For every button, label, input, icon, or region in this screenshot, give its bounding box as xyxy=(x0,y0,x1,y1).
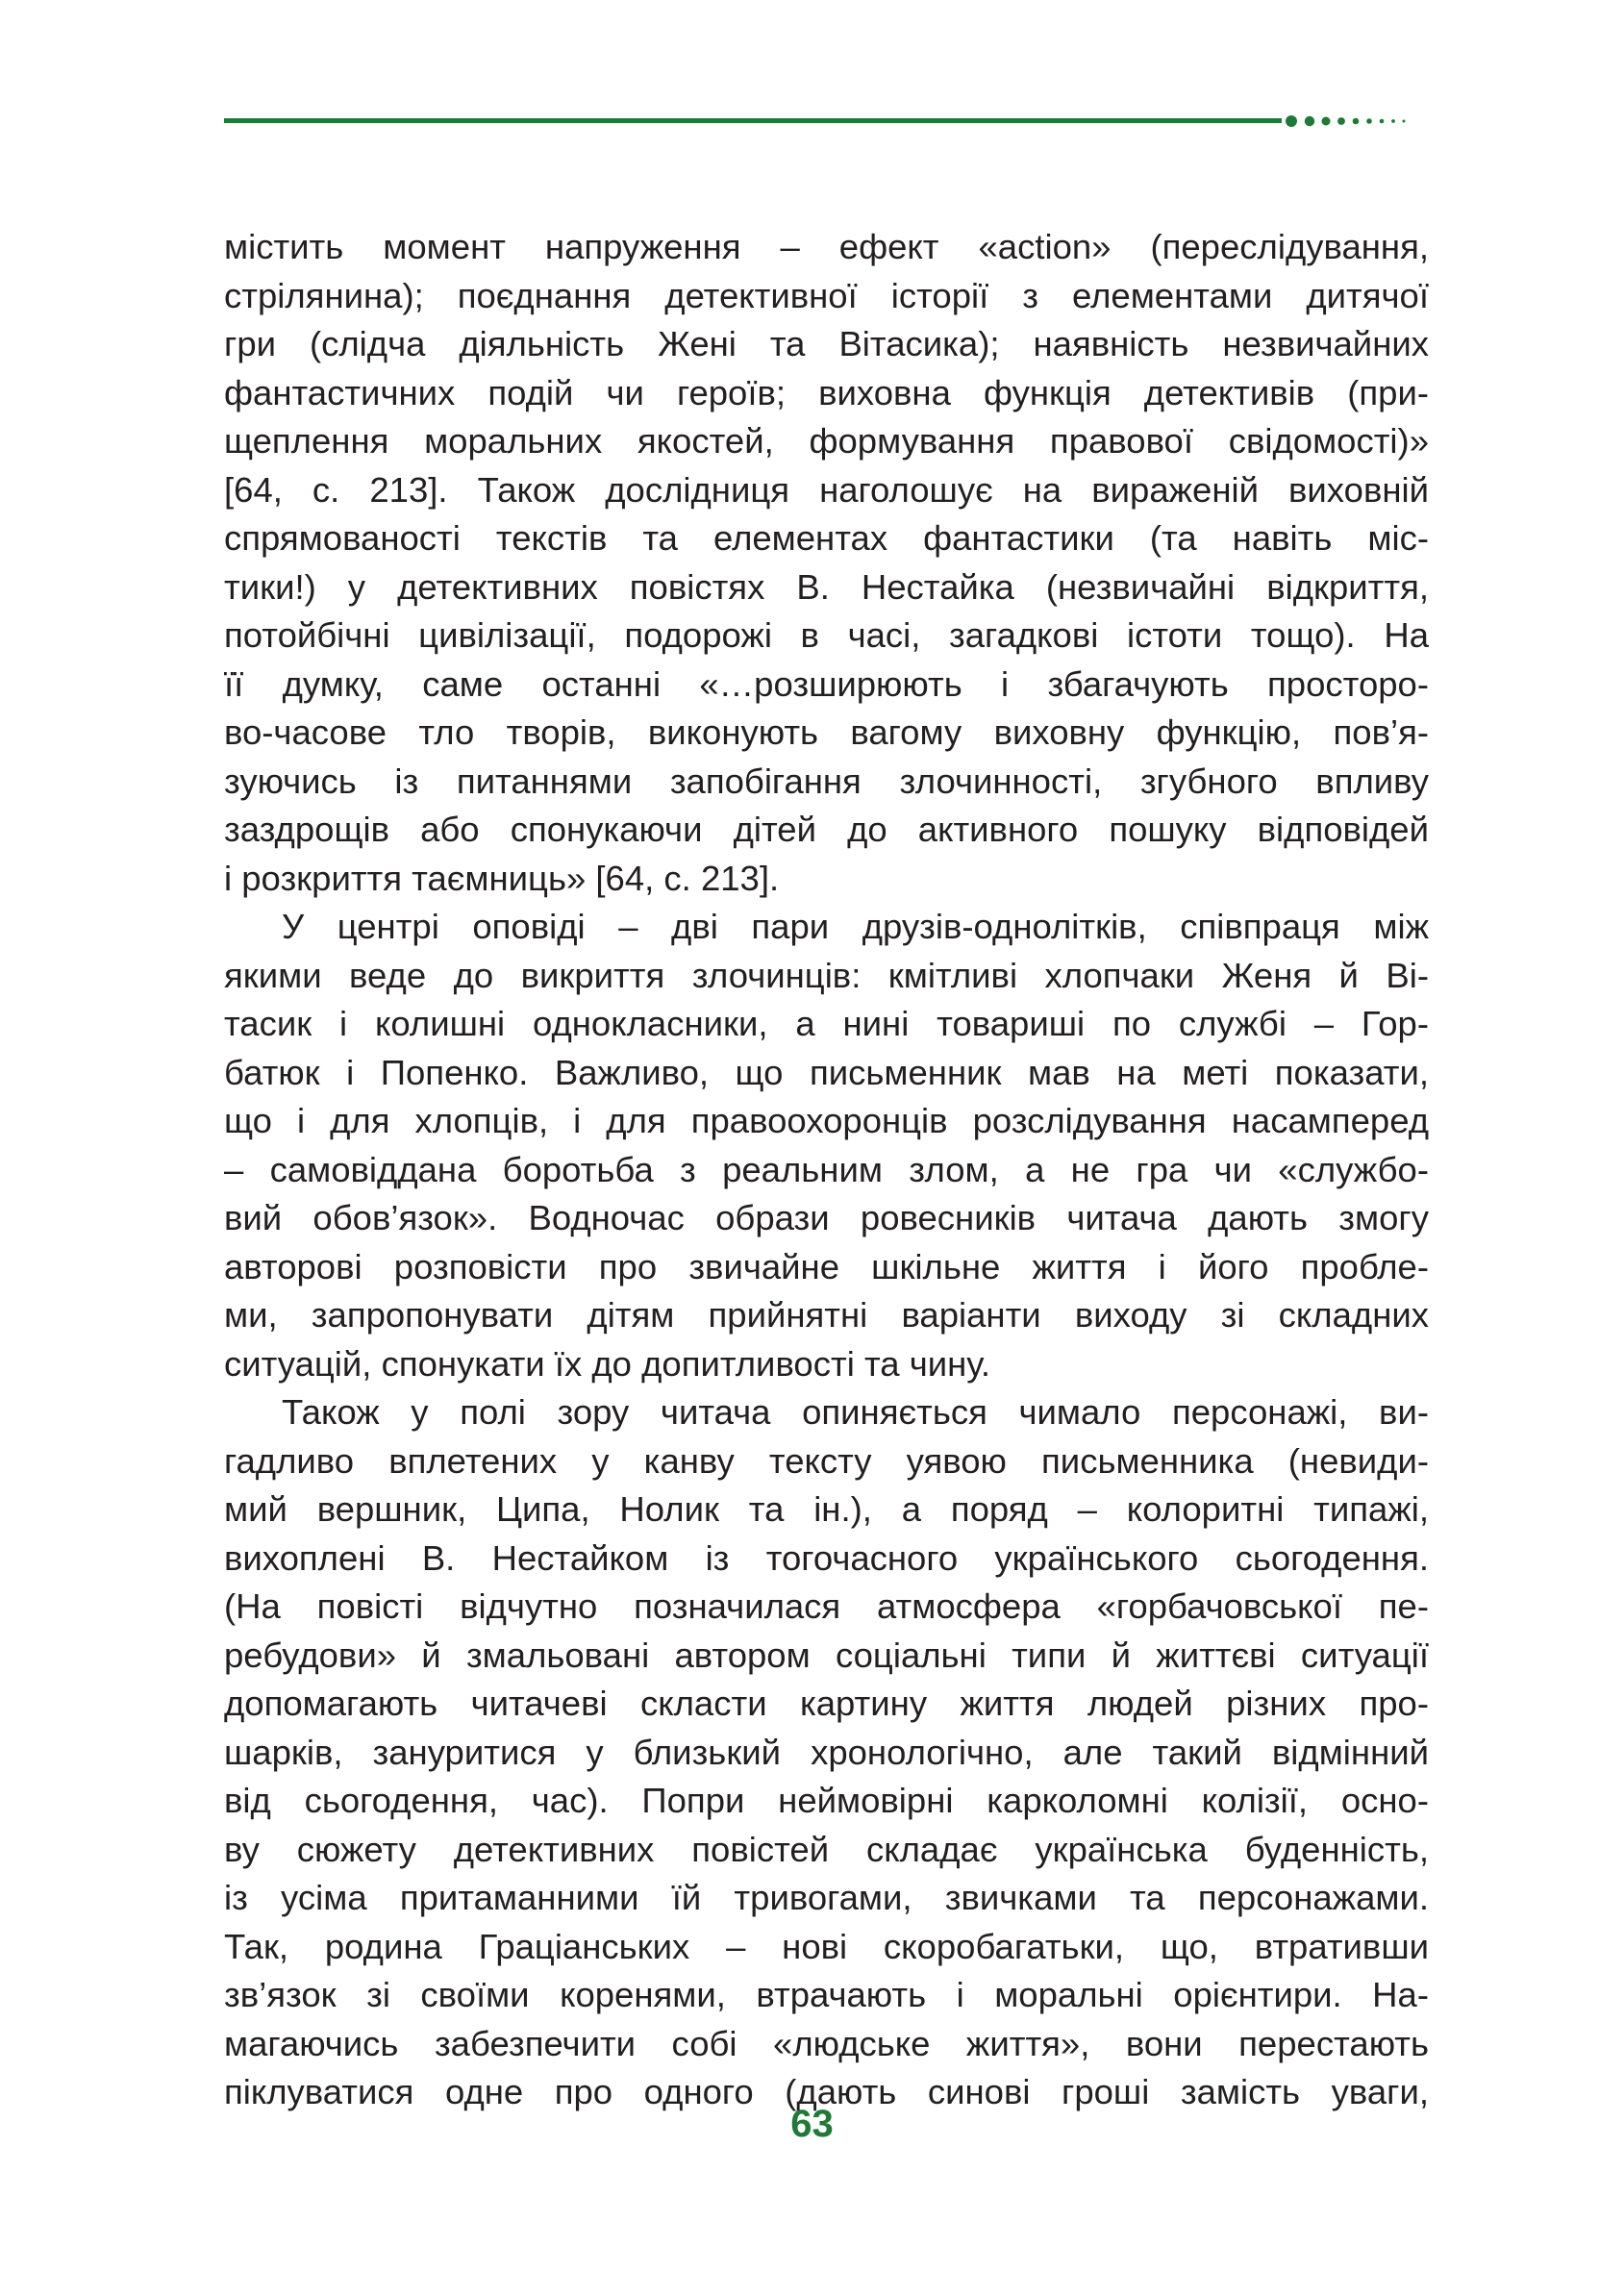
text-line: гадливо вплетених у канву тексту уявою письменника (невиди- xyxy=(224,1440,1429,1481)
text-line: мий вершник, Ципа, Нолик та ін.), а поряд – колоритні типажі, xyxy=(224,1489,1429,1529)
text-line: від сьогодення, час). Попри неймовірні карколомні колізії, осно- xyxy=(224,1781,1429,1820)
text-line: ву сюжету детективних повістей складає українська буденність, xyxy=(224,1829,1429,1869)
text-line: вихоплені В. Нестайком із тогочасного українського сьогодення. xyxy=(224,1537,1429,1578)
text-line: Так, родина Граціанських – нові скоробагатьки, що, втративши xyxy=(224,1926,1429,1966)
body-text xyxy=(224,223,1429,2117)
text-line: ми, запропонувати дітям прийнятні варіанти виходу зі складних xyxy=(224,1295,1429,1335)
text-line: зв’язок зі своїми коренями, втрачають і моральні орієнтири. На- xyxy=(224,1975,1429,2014)
text-line: і розкриття таємниць» [64, с. 213]. xyxy=(224,858,780,898)
text-line: зуючись із питаннями запобігання злочинності, згубного впливу xyxy=(224,761,1429,801)
paragraph-2 xyxy=(224,903,1429,1388)
text-line: якими веде до викриття злочинців: кмітливі хлопчаки Женя й Ві- xyxy=(224,955,1429,995)
text-line: авторові розповісти про звичайне шкільне життя і його пробле- xyxy=(224,1246,1429,1286)
text-line: ребудови» й змальовані автором соціальні типи й життєві ситуації xyxy=(224,1635,1429,1675)
header-dots-ornament xyxy=(1285,114,1429,128)
text-line: У центрі оповіді – дві пари друзів-однолітків, співпраця між xyxy=(282,907,1429,946)
text-line: [64, с. 213]. Також дослідниця наголошує на вираженій виховній xyxy=(224,469,1429,510)
text-line: спрямованості текстів та елементах фантастики (та навіть міс- xyxy=(224,518,1429,558)
text-line: її думку, саме останні «…розширюють і збагачують просторо- xyxy=(224,663,1429,704)
text-line: що і для хлопців, і для правоохоронців розслідування насамперед xyxy=(224,1101,1429,1140)
text-line: із усіма притаманними їй тривогами, звичками та персонажами. xyxy=(224,1878,1429,1917)
text-line: допомагають читачеві скласти картину життя людей різних про- xyxy=(224,1684,1429,1723)
text-line: батюк і Попенко. Важливо, що письменник мав на меті показати, xyxy=(224,1052,1429,1092)
paragraph-3 xyxy=(224,1388,1429,2117)
text-line: Також у полі зору читача опиняється чимало персонажі, ви- xyxy=(282,1392,1429,1432)
text-line: во-часове тло творів, виконують вагому виховну функцію, пов’я- xyxy=(224,712,1429,752)
text-line: (На повісті відчутно позначилася атмосфера «горбачовської пе- xyxy=(224,1586,1429,1626)
text-line: фантастичних подій чи героїв; виховна функція детективів (при- xyxy=(224,372,1429,412)
text-line: тасик і колишні однокласники, а нині товариші по службі – Гор- xyxy=(224,1004,1429,1043)
header-rule xyxy=(224,118,1282,123)
text-line: ситуацій, спонукати їх до допитливості та чину. xyxy=(224,1343,990,1384)
text-line: тики!) у детективних повістях В. Нестайка (незвичайні відкриття, xyxy=(224,566,1429,607)
text-line: – самовіддана боротьба з реальним злом, а не гра чи «службо- xyxy=(224,1149,1429,1189)
text-line: містить момент напруження – ефект «action» (переслідування, xyxy=(224,227,1429,266)
text-line: стрілянина); поєднання детективної історії з елементами дитячої xyxy=(224,275,1429,315)
text-line: піклуватися одне про одного (дають синові гроші замість уваги, xyxy=(224,2072,1429,2111)
text-line: гри (слідча діяльність Жені та Вітасика); наявність незвичайних xyxy=(224,324,1429,363)
text-line: щеплення моральних якостей, формування правової свідомості)» xyxy=(224,421,1429,461)
text-line: потойбічні цивілізації, подорожі в часі, загадкові істоти тощо). На xyxy=(224,615,1429,655)
text-line: шарків, зануритися у близький хронологічно, але такий відмінний xyxy=(224,1732,1429,1772)
text-line: вий обов’язок». Водночас образи ровесників читача дають змогу xyxy=(224,1198,1429,1237)
text-line: магаючись забезпечити собі «людське життя», вони перестають xyxy=(224,2023,1429,2063)
page-number: 63 xyxy=(790,2103,834,2145)
paragraph-1 xyxy=(224,223,1429,903)
text-line: заздрощів або спонукаючи дітей до активного пошуку відповідей xyxy=(224,810,1429,849)
